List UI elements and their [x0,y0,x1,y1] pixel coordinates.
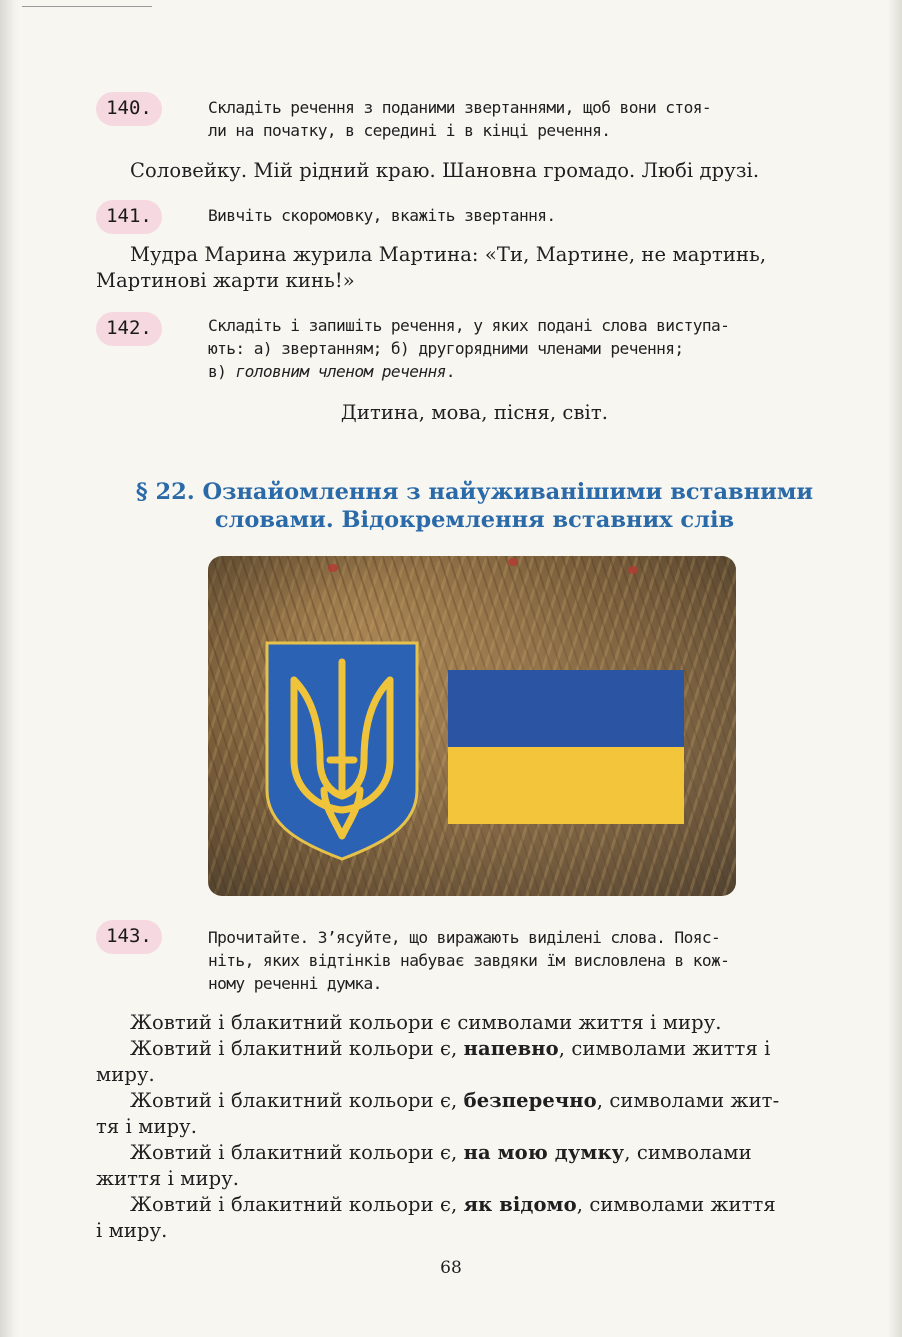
task-fragment: . [445,362,455,381]
body-line: Мартинові жарти кинь!» [96,269,355,292]
exercise-number: 142. [96,312,162,346]
scan-mark [22,6,152,7]
flag-stripe-blue [448,670,684,747]
poppy-dot [508,558,518,566]
sentence-part: , символами життя і [558,1037,771,1060]
heading-line: § 22. Ознайомлення з найуживанішими вставними [135,479,814,505]
exercise-body: Соловейку. Мій рідний краю. Шановна громадо. Любі друзі. [130,159,760,182]
page-edge-shadow [0,0,20,1337]
sentence-part: Жовтий і блакитний кольори є, [130,1037,464,1060]
task-line: ють: а) звертанням; б) другорядними членами речення; [208,339,684,358]
sentence-part: Жовтий і блакитний кольори є, [130,1193,464,1216]
exercise-task: Вивчіть скоромовку, вкажіть звертання. [208,206,556,225]
exercise-task [208,926,854,995]
sentence-part: , символами [624,1141,752,1164]
exercise-number: 141. [96,200,162,234]
highlighted-word: напевно [463,1037,559,1060]
task-line: ному реченні думка. [208,974,382,993]
task-line: ли на початку, в середині і в кінці речення. [208,121,611,140]
sentence [96,1036,853,1062]
trident-coat-of-arms-icon [264,640,420,862]
sentence: Жовтий і блакитний кольори є символами життя і миру. [130,1011,722,1034]
section-heading [96,478,853,534]
exercise-body [96,1010,853,1244]
sentence [96,1140,853,1166]
task-italic: головним членом речення [235,362,446,381]
poppy-dot [628,566,638,574]
task-line [208,360,854,383]
ukraine-flag-icon [448,670,684,824]
heading-line: словами. Відокремлення вставних слів [214,507,735,533]
exercise-number: 143. [96,920,162,954]
sentence [96,1088,853,1114]
page-number: 68 [440,1258,462,1278]
task-line: Складіть речення з поданими звертаннями, щоб вони стоя- [208,98,712,117]
sentence-part: Жовтий і блакитний кольори є, [130,1141,464,1164]
exercise-body [96,242,853,294]
exercise-task [208,96,854,142]
highlighted-word: як відомо [463,1193,577,1216]
page-edge-shadow-right [888,0,902,1337]
illustration-wheat-field [208,556,736,896]
exercise-task [208,314,854,383]
highlighted-word: на мою думку [463,1141,625,1164]
sentence-continuation: миру. [96,1063,155,1086]
exercise-body: Дитина, мова, пісня, світ. [340,401,609,424]
body-line: Мудра Марина журила Мартина: «Ти, Мартине, не мартинь, [130,243,767,266]
flag-stripe-yellow [448,747,684,824]
sentence [96,1192,853,1218]
sentence-part: Жовтий і блакитний кольори є, [130,1089,464,1112]
task-fragment: в) [208,362,236,381]
sentence-continuation: життя і миру. [96,1167,240,1190]
highlighted-word: безперечно [463,1089,597,1112]
sentence-continuation: і миру. [96,1219,168,1242]
sentence-continuation: тя і миру. [96,1115,198,1138]
sentence-part: , символами життя [576,1193,776,1216]
task-line: Прочитайте. З’ясуйте, що виражають виділені слова. Пояс- [208,928,721,947]
task-line: Складіть і запишіть речення, у яких подані слова виступа- [208,316,730,335]
poppy-dot [328,564,338,572]
exercise-number: 140. [96,92,162,126]
sentence-part: , символами жит- [596,1089,780,1112]
task-line: ніть, яких відтінків набуває завдяки їм висловлена в кож- [208,951,730,970]
